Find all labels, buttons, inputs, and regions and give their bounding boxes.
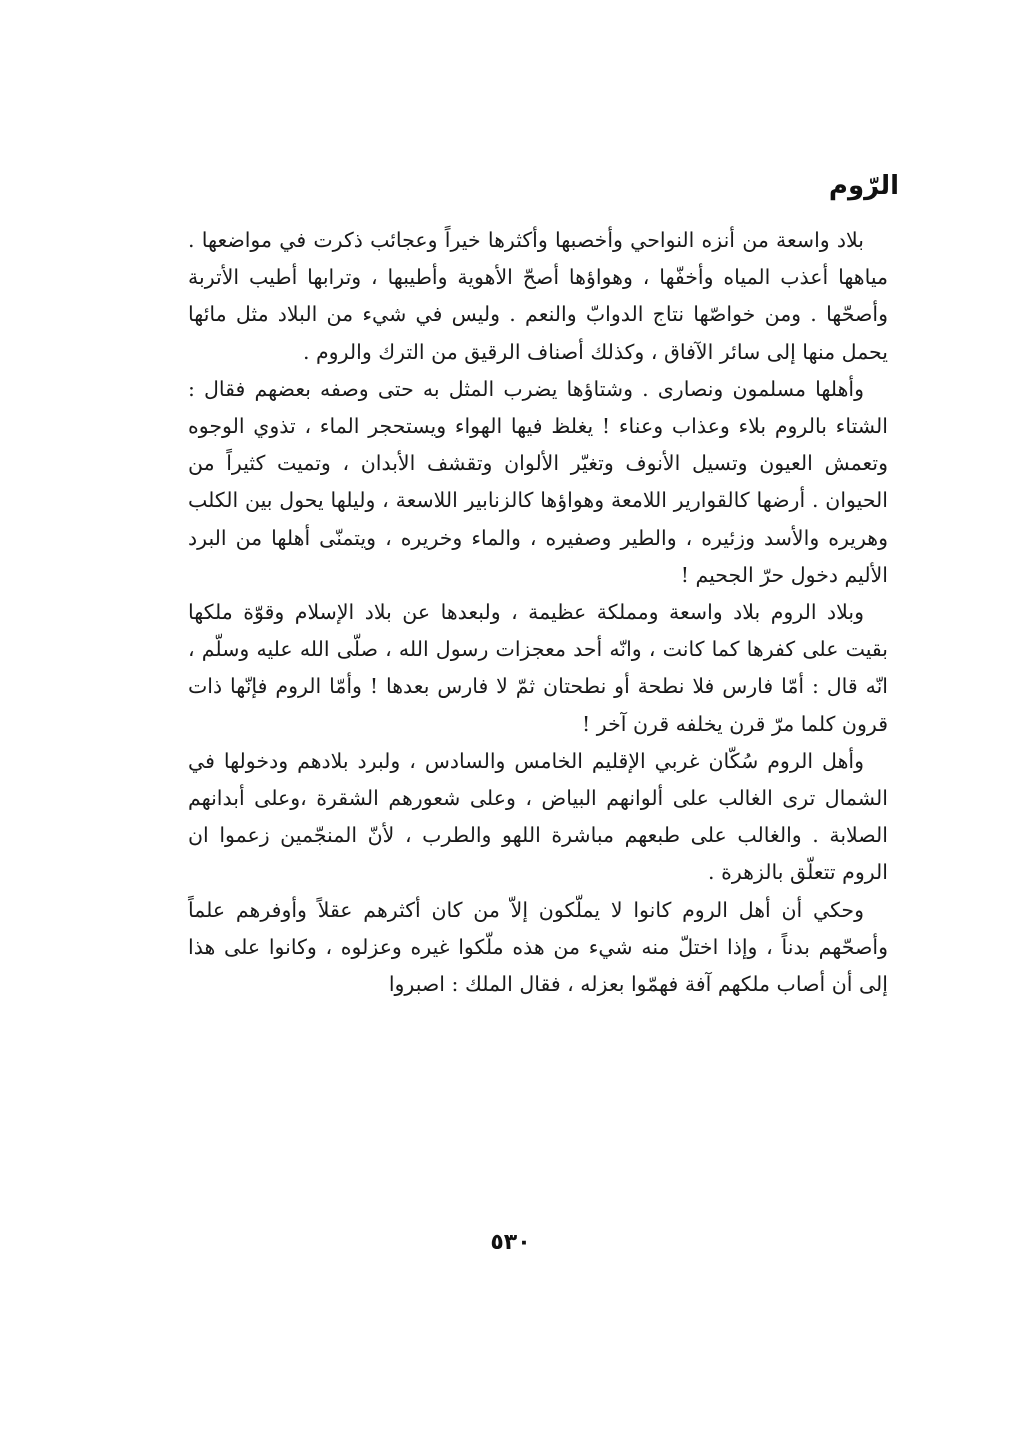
body-text: [188, 222, 888, 1003]
paragraph: وأهلها مسلمون ونصارى . وشتاؤها يضرب المثل به حتى وصفه بعضهم فقال : الشتاء بالروم بلاء وعذاب وعناء ! يغلظ فيها الهواء ويستحجر الماء ، تذوي الوجوه وتعمش العيون وتسيل الأنوف وتغيّر الألوان وتقشف الأبدان ، وتميت كثيراً من الحيوان . أرضها كالقوارير اللامعة وهواؤها كالزنابير اللاسعة ، وليلها يحول بين الكلب وهريره والأسد وزئيره ، والطير وصفيره ، والماء وخريره ، ويتمنّى أهلها من البرد الأليم دخول حرّ الجحيم !: [188, 376, 888, 587]
section-heading: الرّوم: [828, 171, 899, 201]
paragraph: وبلاد الروم بلاد واسعة ومملكة عظيمة ، ولبعدها عن بلاد الإسلام وقوّة ملكها بقيت على كفرها كما كانت ، وانّه أحد معجزات رسول الله ، صلّى الله عليه وسلّم ، انّه قال : أمّا فارس فلا نطحة أو نطحتان ثمّ لا فارس بعدها ! وأمّا الروم فإنّها ذات قرون كلما مرّ قرن يخلفه قرن آخر !: [188, 600, 888, 736]
paragraph: وحكي أن أهل الروم كانوا لا يملّكون إلاّ من كان أكثرهم عقلاً وأوفرهم علماً وأصحّهم بدناً ، وإذا اختلّ منه شيء من هذه ملّكوا غيره وعزلوه ، وكانوا على هذا إلى أن أصاب ملكهم آفة فهمّوا بعزله ، فقال الملك : اصبروا: [188, 897, 888, 997]
paragraph: بلاد واسعة من أنزه النواحي وأخصبها وأكثرها خيراً وعجائب ذكرت في مواضعها . مياهها أعذب المياه وأخفّها ، وهواؤها أصحّ الأهوية وأطيبها ، وترابها أطيب الأتربة وأصحّها . ومن خواصّها نتاج الدوابّ والنعم . وليس في شيء من البلاد مثل مائها يحمل منها إلى سائر الآفاق ، وكذلك أصناف الرقيق من الترك والروم .: [188, 228, 888, 364]
page-number: ٥٣٠: [490, 1230, 531, 1255]
paragraph: وأهل الروم سُكّان غربي الإقليم الخامس والسادس ، ولبرد بلادهم ودخولها في الشمال ترى الغالب على ألوانهم البياض ، وعلى شعورهم الشقرة ،وعلى أبدانهم الصلابة . والغالب على طبعهم مباشرة اللهو والطرب ، لأنّ المنجّمين زعموا ان الروم تتعلّق بالزهرة .: [188, 748, 888, 885]
